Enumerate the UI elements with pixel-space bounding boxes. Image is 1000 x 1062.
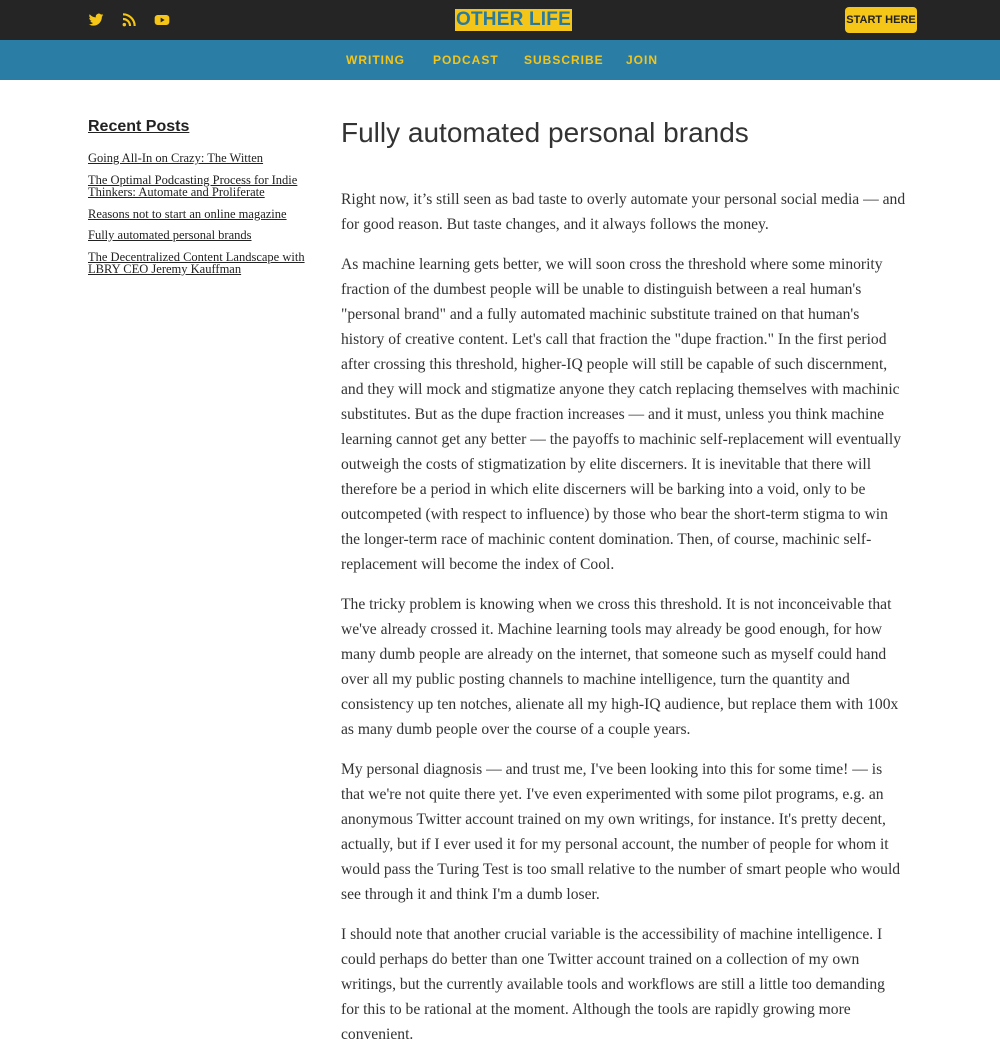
nav-subscribe[interactable]: SUBSCRIBE — [524, 53, 604, 67]
list-item — [88, 251, 308, 276]
list-item — [88, 229, 308, 242]
list-item — [88, 152, 308, 165]
article-paragraph: As machine learning gets better, we will soon cross the threshold where some minority fraction of the dumbest people will be unable to distinguish between a real human's "personal brand" and a fully automated machinic substitute trained on that human's history of creative content. Let's call that fraction the "dupe fraction." In the first period after crossing this threshold, higher-IQ people will still be capable of such discernment, and they will mock and stigmatize anyone they catch replacing themselves with machinic substitutes. But as the dupe fraction increases — and it must, unless you think machine learning cannot get any better — the payoffs to machinic self-replacement will eventually outweigh the costs of stigmatization by elite discerners. It is inevitable that there will therefore be a period in which elite discerners will be barking into a void, only to be outcompeted (with respect to influence) by those who bear the short-term stigma to win the longer-term race of machinic content domination. Then, of course, machinic self-replacement will become the index of Cool. — [341, 256, 902, 573]
youtube-icon[interactable] — [154, 12, 170, 28]
recent-post-link[interactable]: The Decentralized Content Landscape with LBRY CEO Jeremy Kauffman — [88, 249, 305, 276]
twitter-icon[interactable] — [88, 12, 104, 28]
nav-podcast[interactable]: PODCAST — [433, 53, 499, 67]
recent-posts-heading: Recent Posts — [88, 118, 190, 135]
social-links — [88, 12, 170, 28]
recent-posts-list — [88, 152, 308, 276]
article — [341, 116, 906, 1062]
site-logo[interactable]: OTHER LIFE — [456, 9, 571, 30]
article-paragraph: My personal diagnosis — and trust me, I've been looking into this for some time! — is that we're not quite there yet. I've even experimented with some pilot programs, e.g. an anonymous Twitter account trained on my own writings, for instance. It's pretty decent, actually, but if I ever used it for my personal account, the number of people for whom it would pass the Turing Test is too small relative to the number of smart people who would see through it and think I'm a dumb loser. — [341, 761, 901, 903]
nav-writing[interactable]: WRITING — [346, 53, 405, 67]
article-title: Fully automated personal brands — [341, 117, 749, 148]
recent-post-link[interactable]: Reasons not to start an online magazine — [88, 206, 287, 221]
start-here-button[interactable]: START HERE — [845, 7, 917, 33]
article-paragraph: I should note that another crucial variable is the accessibility of machine intelligence. I could perhaps do better than one Twitter account trained on a collection of my own writings, but the currently available tools and workflows are still a little too demanding for this to be rational at the moment. Although the tools are rapidly growing more convenient. — [341, 926, 885, 1043]
recent-post-link[interactable]: Going All-In on Crazy: The Witten — [88, 151, 264, 165]
article-paragraph: Right now, it’s still seen as bad taste to overly automate your personal social media — and for good reason. But taste changes, and it always follows the money. — [341, 191, 906, 233]
main-nav — [0, 40, 1000, 80]
recent-post-link[interactable]: Fully automated personal brands — [88, 228, 252, 242]
list-item — [88, 208, 308, 221]
top-bar — [0, 0, 1000, 40]
rss-icon[interactable] — [121, 12, 137, 28]
recent-post-link[interactable]: The Optimal Podcasting Process for Indie Thinkers: Automate and Proliferate — [88, 172, 298, 199]
article-paragraph: The tricky problem is knowing when we cross this threshold. It is not inconceivable that we've already crossed it. Machine learning tools may already be good enough, for how many dumb people are already on the internet, that someone such as myself could hand over all my public posting channels to machine intelligence, turn the quantity and consistency up ten notches, alienate all my high-IQ audience, but replace them with 100x as many dumb people over the course of a couple years. — [341, 596, 899, 738]
list-item — [88, 174, 308, 199]
sidebar — [88, 118, 308, 285]
nav-join[interactable]: JOIN — [626, 53, 659, 67]
